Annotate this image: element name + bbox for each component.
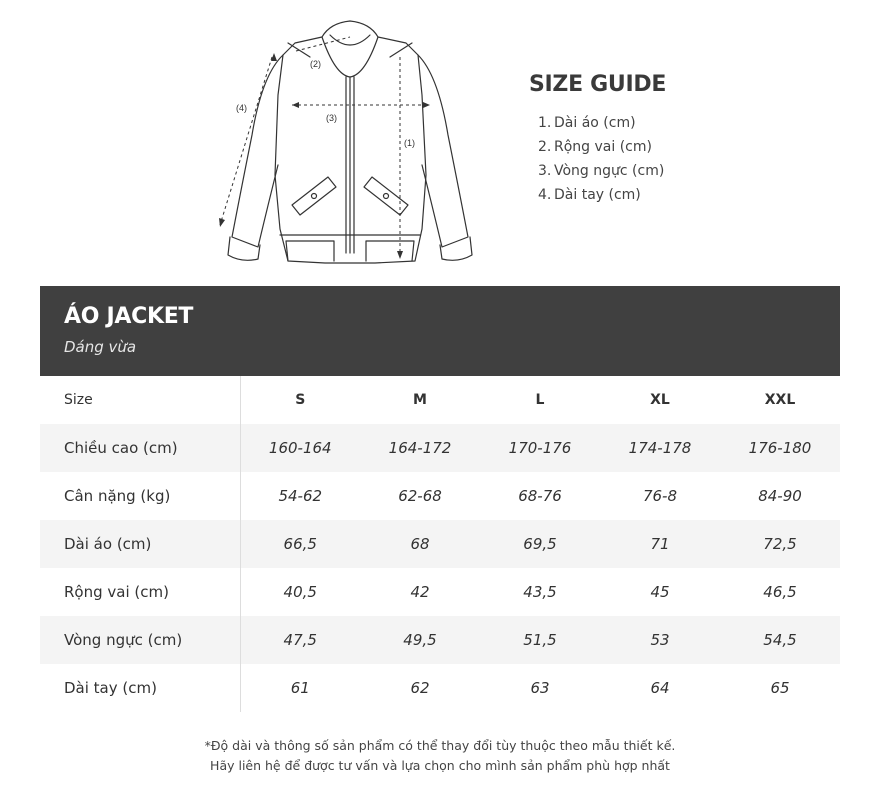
table-cell: 54,5 <box>720 616 840 664</box>
jacket-illustration <box>200 15 500 270</box>
jacket-diagram <box>200 15 500 270</box>
table-cell: 53 <box>600 616 720 664</box>
measure-label-2: (2) <box>310 59 321 69</box>
table-cell: 76-8 <box>642 487 678 505</box>
size-header-s: S <box>295 392 306 408</box>
table-row <box>40 472 840 520</box>
table-cell: 45 <box>650 583 670 601</box>
table-cell: 64 <box>650 679 670 697</box>
measure-label-4: (4) <box>236 103 247 113</box>
table-cell: 63 <box>530 679 550 697</box>
table-header-row <box>40 376 840 424</box>
size-guide-item: 4. Dài tay (cm) <box>538 187 641 203</box>
table-cell: 68-76 <box>518 487 562 505</box>
size-guide-title: SIZE GUIDE <box>529 72 667 97</box>
size-guide <box>529 72 666 207</box>
footnote-line-1: *Độ dài và thông số sản phẩm có thể thay đổi tùy thuộc theo mẫu thiết kế. <box>204 738 676 753</box>
table-cell: 176-180 <box>720 424 840 472</box>
size-header-xl: XL <box>650 392 670 408</box>
row-label: Chiều cao (cm) <box>40 424 240 472</box>
size-guide-item: 1. Dài áo (cm) <box>538 115 636 131</box>
size-header-xxl: XXL <box>764 392 796 408</box>
table-cell: 62-68 <box>398 487 442 505</box>
table-cell: 160-164 <box>240 424 360 472</box>
table-row <box>40 520 840 568</box>
table-row <box>40 424 840 472</box>
table-row <box>40 664 840 712</box>
measure-label-1: (1) <box>404 138 415 148</box>
table-cell: 68 <box>360 520 480 568</box>
table-cell: 170-176 <box>480 424 600 472</box>
table-cell: 84-90 <box>758 487 802 505</box>
table-cell: 174-178 <box>600 424 720 472</box>
table-cell: 42 <box>410 583 430 601</box>
size-header-l: L <box>535 392 545 408</box>
table-cell: 54-62 <box>278 487 323 505</box>
table-cell: 71 <box>600 520 720 568</box>
table-row <box>40 568 840 616</box>
table-row <box>40 616 840 664</box>
size-guide-item: 2. Rộng vai (cm) <box>538 139 652 155</box>
size-column-header: Size <box>40 376 240 424</box>
table-cell: 43,5 <box>523 583 557 601</box>
table-cell: 72,5 <box>720 520 840 568</box>
table-cell: 69,5 <box>480 520 600 568</box>
table-cell: 164-172 <box>360 424 480 472</box>
table-cell: 49,5 <box>360 616 480 664</box>
footnote <box>0 736 880 776</box>
table-cell: 65 <box>770 679 790 697</box>
size-header-m: M <box>413 392 427 408</box>
product-fit: Dáng vừa <box>64 338 137 356</box>
table-cell: 61 <box>290 679 310 697</box>
footnote-line-2: Hãy liên hệ để được tư vấn và lựa chọn cho mình sản phẩm phù hợp nhất <box>210 758 670 773</box>
measure-label-3: (3) <box>326 113 337 123</box>
size-guide-list <box>529 111 666 207</box>
table-cell: 51,5 <box>480 616 600 664</box>
table-cell: 47,5 <box>240 616 360 664</box>
table-cell: 46,5 <box>763 583 797 601</box>
row-label: Vòng ngực (cm) <box>40 616 240 664</box>
row-label: Cân nặng (kg) <box>40 472 240 520</box>
row-label: Rộng vai (cm) <box>40 568 240 616</box>
product-header <box>40 286 840 376</box>
table-cell: 66,5 <box>240 520 360 568</box>
row-label: Dài áo (cm) <box>40 520 240 568</box>
size-table <box>40 376 840 712</box>
row-label: Dài tay (cm) <box>40 664 240 712</box>
size-guide-item: 3. Vòng ngực (cm) <box>538 163 665 179</box>
table-cell: 62 <box>410 679 430 697</box>
product-title: ÁO JACKET <box>64 304 194 329</box>
table-cell: 40,5 <box>283 583 317 601</box>
